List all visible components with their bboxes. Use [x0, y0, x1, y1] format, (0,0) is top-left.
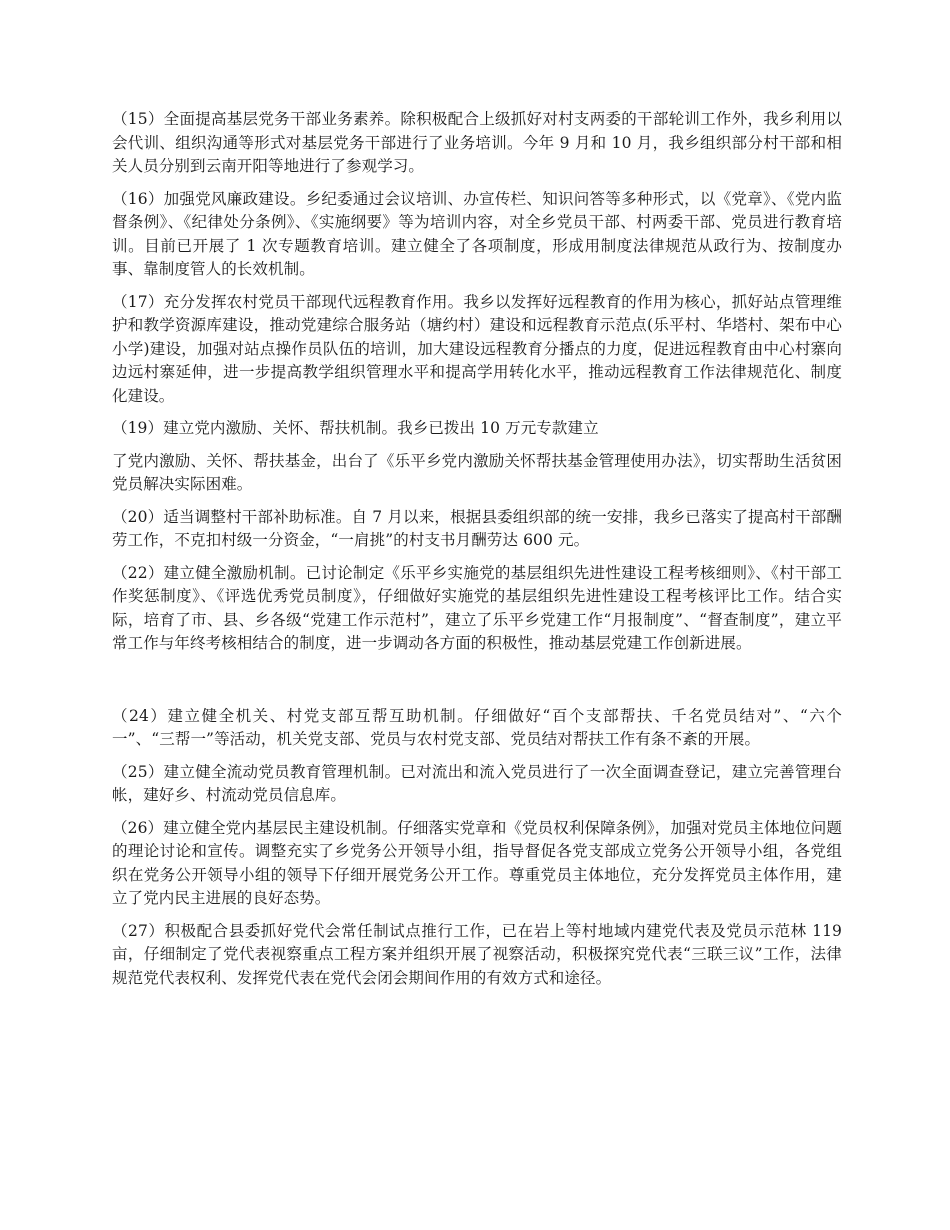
paragraph-20: （20）适当调整村干部补助标准。自 7 月以来，根据县委组织部的统一安排，我乡已落实了提高村干部酬劳工作，不克扣村级一分资金，“一肩挑”的村支书月酬劳达 600 元。	[112, 507, 842, 549]
paragraph-17: （17）充分发挥农村党员干部现代远程教育作用。我乡以发挥好远程教育的作用为核心，抓好站点管理维护和教学资源库建设，推动党建综合服务站（塘约村）建设和远程教育示范点(乐平村、华塔村、架布中心小学)建设，加强对站点操作员队伍的培训，加大建设远程教育分播点的力度，促进远程教育由中心村寨向边远村寨延伸，进一步提高教学组织管理水平和提高学用转化水平，推动远程教育工作法律规范化、制度化建设。	[112, 292, 842, 405]
document-body	[112, 108, 842, 999]
paragraph-26: （26）建立健全党内基层民主建设机制。仔细落实党章和《党员权利保障条例》，加强对党员主体地位问题的理论讨论和宣传。调整充实了乡党务公开领导小组，指导督促各党支部成立党务公开领导小组，各党组织在党务公开领导小组的领导下仔细开展党务公开工作。尊重党员主体地位，充分发挥党员主体作用，建立了党内民主进展的良好态势。	[112, 818, 842, 907]
paragraph-25: （25）建立健全流动党员教育管理机制。已对流出和流入党员进行了一次全面调查登记，建立完善管理台帐，建好乡、村流动党员信息库。	[112, 762, 842, 804]
paragraph-27: （27）积极配合县委抓好党代会常任制试点推行工作，已在岩上等村地域内建党代表及党员示范林 119 亩，仔细制定了党代表视察重点工程方案并组织开展了视察活动，积极探究党代表“三联三议”工作，法律规范党代表权利、发挥党代表在党代会闭会期间作用的有效方式和途径。	[112, 921, 842, 987]
paragraph-16: （16）加强党风廉政建设。乡纪委通过会议培训、办宣传栏、知识问答等多种形式，以《党章》、《党内监督条例》、《纪律处分条例》、《实施纲要》等为培训内容，对全乡党员干部、村两委干部、党员进行教育培训。目前已开展了 1 次专题教育培训。建立健全了各项制度，形成用制度法律规范从政行为、按制度办事、靠制度管人的长效机制。	[112, 189, 842, 278]
paragraph-19-continued: 了党内激励、关怀、帮扶基金，出台了《乐平乡党内激励关怀帮扶基金管理使用办法》，切实帮助生活贫困党员解决实际困难。	[112, 451, 842, 493]
paragraph-19: （19）建立党内激励、关怀、帮扶机制。我乡已拨出 10 万元专款建立	[112, 419, 599, 437]
paragraph-24: （24）建立健全机关、村党支部互帮互助机制。仔细做好“百个支部帮扶、千名党员结对”、“六个一”、“三帮一”等活动，机关党支部、党员与农村党支部、党员结对帮扶工作有条不紊的开展。	[112, 706, 842, 748]
paragraph-22: （22）建立健全激励机制。已讨论制定《乐平乡实施党的基层组织先进性建设工程考核细则》、《村干部工作奖惩制度》、《评选优秀党员制度》，仔细做好实施党的基层组织先进性建设工程考核评比工作。结合实际，培育了市、县、乡各级“党建工作示范村”，建立了乐平乡党建工作“月报制度”、“督查制度”，建立平常工作与年终考核相结合的制度，进一步调动各方面的积极性，推动基层党建工作创新进展。	[112, 563, 842, 652]
paragraph-15: （15）全面提高基层党务干部业务素养。除积极配合上级抓好对村支两委的干部轮训工作外，我乡利用以会代训、组织沟通等形式对基层党务干部进行了业务培训。今年 9 月和 10 月，我乡组织部分村干部和相关人员分别到云南开阳等地进行了参观学习。	[112, 110, 842, 175]
section-gap	[112, 665, 842, 705]
